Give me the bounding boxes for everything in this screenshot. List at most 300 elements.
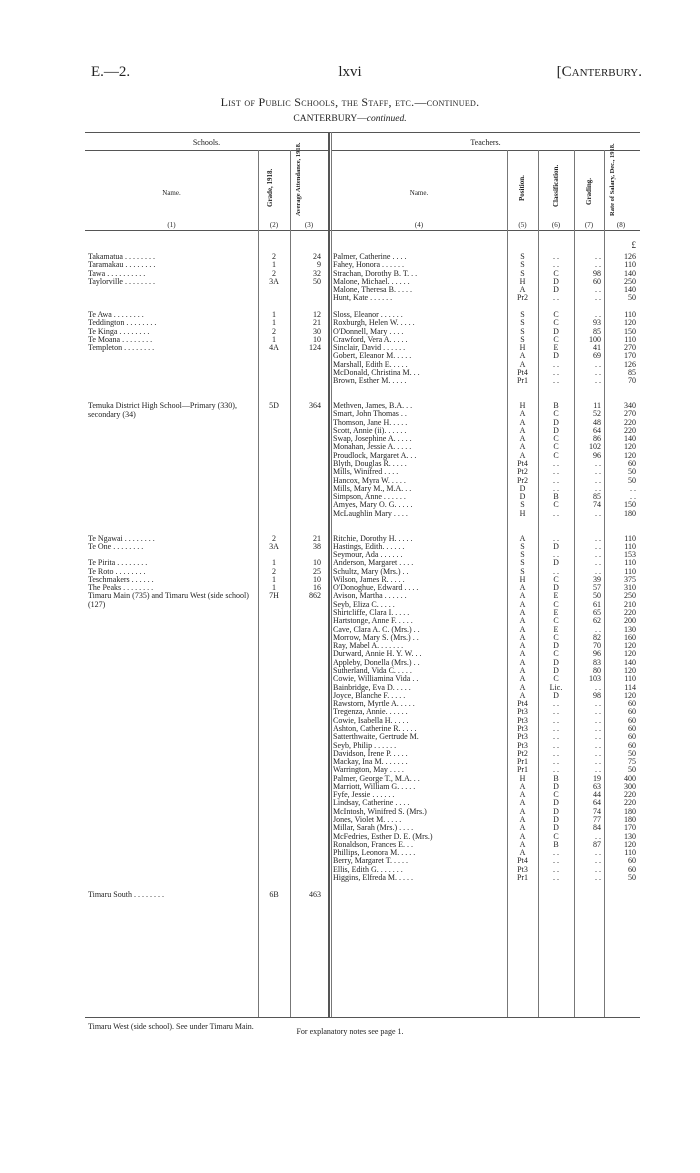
school-grade: 2 xyxy=(272,566,276,576)
teacher-grading: 74 xyxy=(593,500,601,510)
teacher-name: Gobert, Eleanor M. . . . . xyxy=(333,351,412,361)
teacher-grading: . . xyxy=(595,483,601,493)
teacher-grading: . . xyxy=(595,367,601,377)
school-name: Te Kinga . . . . . . . . xyxy=(88,326,150,336)
teacher-salary: 270 xyxy=(624,409,636,419)
teacher-salary: . . xyxy=(630,492,636,502)
teacher-name: Mackay, Ina M. . . . . . . xyxy=(333,757,408,767)
teacher-grading: . . xyxy=(595,682,601,692)
teacher-name: Seyb, Eliza C. . . . . xyxy=(333,599,395,609)
school-grade: 1 xyxy=(272,318,276,328)
teacher-classification: . . xyxy=(553,467,559,477)
teacher-classification: . . xyxy=(553,533,559,543)
school-grade: 2 xyxy=(272,268,276,278)
teacher-grading: 100 xyxy=(589,334,601,344)
teacher-grading: 98 xyxy=(593,268,601,278)
col-number-8: (8) xyxy=(616,221,626,229)
teacher-position: S xyxy=(520,500,525,510)
school-attendance: 25 xyxy=(313,566,321,576)
teacher-classification: B xyxy=(553,773,559,783)
col-number-1: (1) xyxy=(167,221,176,229)
teacher-classification: . . xyxy=(553,723,559,733)
teacher-grading: 103 xyxy=(589,674,601,684)
teacher-grading: . . xyxy=(595,467,601,477)
teacher-classification: C xyxy=(553,450,559,460)
teacher-name: Satterthwaite, Gertrude M. xyxy=(333,732,419,742)
page-subtitle xyxy=(0,114,700,124)
school-grade: 3A xyxy=(269,276,279,286)
teacher-salary: 170 xyxy=(624,823,636,833)
teacher-grading: 41 xyxy=(593,343,601,353)
teacher-grading: 85 xyxy=(593,326,601,336)
schools-group-header: Schools. xyxy=(192,138,221,147)
teacher-grading: . . xyxy=(595,260,601,270)
teacher-name: Cowie, Isabella H. . . . . xyxy=(333,715,409,725)
col-number-2: (2) xyxy=(269,221,279,229)
teacher-salary: 140 xyxy=(624,434,636,444)
teacher-name: Schultz, Mary (Mrs.) . . xyxy=(333,566,409,576)
teacher-grading: . . xyxy=(595,723,601,733)
teacher-salary: 126 xyxy=(624,252,636,261)
teacher-name: McLaughlin Mary . . . . xyxy=(333,508,408,518)
teacher-classification: C xyxy=(553,632,559,642)
teacher-name: Tregenza, Annie. . . . . . xyxy=(333,707,408,717)
teacher-grading: 70 xyxy=(593,641,601,651)
teacher-name: Shirtcliffe, Clara I. . . . . xyxy=(333,608,410,618)
teacher-classification: . . xyxy=(553,508,559,518)
page-title: List of Public Schools, the Staff, etc.—continued. xyxy=(220,95,480,109)
teacher-position: S xyxy=(520,309,525,319)
teacher-grading: . . xyxy=(595,359,601,369)
teacher-position: A xyxy=(519,591,526,601)
teacher-classification: B xyxy=(553,401,559,411)
teacher-classification: D xyxy=(553,641,559,651)
teacher-position: Pt4 xyxy=(517,459,528,468)
teacher-name: Sloss, Eleanor . . . . . . xyxy=(333,309,403,319)
teacher-grading: 60 xyxy=(593,276,601,286)
school-grade: 2 xyxy=(272,252,276,261)
teacher-grading: 96 xyxy=(593,450,601,460)
teacher-grading: . . xyxy=(595,707,601,717)
teacher-classification: C xyxy=(553,409,559,419)
teacher-position: A xyxy=(519,641,526,651)
school-attendance: 50 xyxy=(313,276,321,286)
teachers-group-rule xyxy=(331,150,640,151)
teacher-name: Methven, James, B.A. . . xyxy=(333,401,413,411)
teacher-grading: . . xyxy=(595,831,601,841)
teacher-salary: 110 xyxy=(624,334,636,344)
teacher-grading: . . xyxy=(595,624,601,634)
teacher-position: D xyxy=(519,492,526,502)
teacher-position: A xyxy=(519,624,526,634)
teacher-position: A xyxy=(519,657,526,667)
school-name: Te Ngawai . . . . . . . . xyxy=(88,533,155,543)
school-grade: 2 xyxy=(272,326,276,336)
teacher-name: Bainbridge, Eva D. . . . . xyxy=(333,682,411,692)
teacher-grading: 65 xyxy=(593,608,601,618)
teacher-position: Pt4 xyxy=(517,699,528,709)
teacher-grading: . . xyxy=(595,748,601,758)
col-number-7: (7) xyxy=(584,221,594,229)
teacher-salary: 270 xyxy=(624,343,636,353)
school-grade: 1 xyxy=(272,260,276,270)
teacher-classification: D xyxy=(553,326,559,336)
school-attendance: 862 xyxy=(309,591,321,601)
school-name: Timaru Main (735) and Timaru West (side school) (127) xyxy=(88,591,249,610)
teacher-grading: . . xyxy=(595,285,601,295)
teacher-salary: 220 xyxy=(624,608,636,618)
teacher-position: A xyxy=(519,533,526,543)
teacher-position: Pt3 xyxy=(517,707,528,717)
teacher-salary: 60 xyxy=(628,864,636,874)
teacher-grading: 84 xyxy=(593,823,601,833)
teacher-grading: 44 xyxy=(593,790,601,800)
col-number-4: (4) xyxy=(414,221,424,229)
teacher-position: A xyxy=(519,823,526,833)
teacher-classification: . . xyxy=(553,367,559,377)
teacher-grading: . . xyxy=(595,541,601,551)
teacher-classification: D xyxy=(553,815,559,825)
teacher-position: A xyxy=(519,690,526,700)
header-section-code: E.—2. xyxy=(91,64,131,80)
teacher-classification: C xyxy=(553,434,559,444)
school-grade: 5D xyxy=(269,401,279,411)
teacher-classification: . . xyxy=(553,740,559,750)
teacher-classification: C xyxy=(553,574,559,584)
teacher-grading: . . xyxy=(595,293,601,303)
school-attendance: 12 xyxy=(313,309,321,319)
teacher-name: Smart, John Thomas . . xyxy=(333,409,407,419)
teacher-position: Pt4 xyxy=(517,856,528,866)
teacher-position: Pt2 xyxy=(517,748,528,758)
teacher-classification: D xyxy=(553,541,559,551)
teacher-position: Pr1 xyxy=(516,873,529,882)
teacher-salary: 60 xyxy=(628,723,636,733)
teacher-classification: C xyxy=(553,790,559,800)
teacher-salary: 60 xyxy=(628,740,636,750)
teacher-name: Brown, Esther M. . . . . xyxy=(333,376,407,386)
school-attendance: 21 xyxy=(313,533,321,543)
teacher-position: Pt3 xyxy=(517,723,528,733)
teacher-salary: 150 xyxy=(624,500,636,510)
teacher-name: Marshall, Edith E. . . . . xyxy=(333,359,408,369)
teacher-position: H xyxy=(519,276,526,286)
subtitle-continued: continued. xyxy=(366,114,407,124)
school-grade: 1 xyxy=(272,574,276,584)
teacher-position: A xyxy=(519,616,526,626)
school-name: Te Awa . . . . . . . . xyxy=(88,309,144,319)
teacher-classification: D xyxy=(553,666,559,675)
col-header-grade: Grade, 1918. xyxy=(266,168,274,207)
teacher-classification: . . xyxy=(553,848,559,858)
col-header-grading: Grading. xyxy=(585,177,593,205)
footer-note: For explanatory notes see page 1. xyxy=(296,1027,404,1036)
teacher-name: Millar, Sarah (Mrs.) . . . . xyxy=(333,823,414,833)
teacher-salary: 130 xyxy=(624,831,636,841)
teacher-classification: E xyxy=(553,343,559,353)
teacher-grading: 98 xyxy=(593,690,601,700)
teacher-grading: 19 xyxy=(593,773,601,783)
teacher-salary: 120 xyxy=(624,442,636,452)
teacher-position: A xyxy=(519,649,526,659)
teacher-grading: . . xyxy=(595,566,601,576)
teacher-salary: 310 xyxy=(624,583,636,593)
col-number-3: (3) xyxy=(304,221,314,229)
teacher-classification: D xyxy=(553,276,559,286)
teacher-name: Blyth, Douglas R. . . . . xyxy=(333,459,407,468)
currency-symbol: £ xyxy=(631,240,636,250)
teacher-classification: . . xyxy=(553,732,559,742)
header-page-number: lxvi xyxy=(338,64,362,80)
teacher-position: H xyxy=(519,773,526,783)
school-attendance: 24 xyxy=(313,252,321,261)
col-header-classification: Classification. xyxy=(552,164,560,208)
teacher-grading: 62 xyxy=(593,616,601,626)
teacher-classification: D xyxy=(553,781,559,791)
teacher-name: Anderson, Margaret . . . . xyxy=(333,558,414,568)
teacher-grading: . . xyxy=(595,475,601,485)
teacher-salary: 120 xyxy=(624,318,636,328)
teacher-classification: C xyxy=(553,500,559,510)
col-header-position: Position. xyxy=(518,175,526,201)
teacher-classification: . . xyxy=(553,459,559,468)
school-name: Tawa . . . . . . . . . . xyxy=(88,268,146,278)
teacher-classification: C xyxy=(553,442,559,452)
teacher-grading: 74 xyxy=(593,806,601,816)
teacher-name: Ray, Mabel A. . . . . . . xyxy=(333,641,404,651)
teacher-grading: 52 xyxy=(593,409,601,419)
subtitle-main: CANTERBURY— xyxy=(293,114,367,124)
teacher-classification: B xyxy=(553,839,559,849)
teacher-classification: C xyxy=(553,318,559,328)
teacher-position: H xyxy=(519,508,526,518)
teacher-salary: 110 xyxy=(624,309,636,319)
school-name: Timaru South . . . . . . . . xyxy=(88,889,164,899)
teacher-salary: 60 xyxy=(628,856,636,866)
teacher-classification: C xyxy=(553,649,559,659)
teacher-name: Simpson, Anne . . . . . . xyxy=(333,492,406,502)
teacher-grading: . . xyxy=(595,376,601,386)
teacher-grading: 82 xyxy=(593,632,601,642)
teacher-position: A xyxy=(519,583,526,593)
school-attendance: 124 xyxy=(309,343,321,353)
header-bottom-rule xyxy=(85,230,640,231)
teacher-salary: 126 xyxy=(624,359,636,369)
teacher-classification: . . xyxy=(553,566,559,576)
teacher-salary: 153 xyxy=(624,550,636,560)
teacher-name: Ritchie, Dorothy H. . . . . xyxy=(333,533,413,543)
teacher-grading: 69 xyxy=(593,351,601,361)
school-name: Taramakau . . . . . . . . xyxy=(88,260,156,270)
teacher-classification: . . xyxy=(553,293,559,303)
school-grade: 1 xyxy=(272,334,276,344)
school-name: Teddington . . . . . . . . xyxy=(88,318,157,328)
teacher-name: Ronaldson, Frances E. . . xyxy=(333,839,413,849)
teacher-grading: 61 xyxy=(593,599,601,609)
teacher-grading: . . xyxy=(595,856,601,866)
teacher-salary: 50 xyxy=(628,467,636,477)
teacher-salary: 250 xyxy=(624,591,636,601)
teacher-grading: 48 xyxy=(593,417,601,427)
teacher-position: S xyxy=(520,318,525,328)
teacher-name: Appleby, Donella (Mrs.) . . xyxy=(333,657,420,667)
teacher-salary: . . xyxy=(630,483,636,493)
teacher-salary: 120 xyxy=(624,649,636,659)
teacher-name: Monahan, Jessie A. . . . . xyxy=(333,442,412,452)
teacher-position: A xyxy=(519,839,526,849)
teacher-name: Malone, Theresa B. . . . . xyxy=(333,285,412,295)
teacher-grading: 96 xyxy=(593,649,601,659)
teacher-salary: 60 xyxy=(628,699,636,709)
teacher-position: H xyxy=(519,401,526,411)
col-divider-main xyxy=(328,132,330,1017)
teacher-grading: 57 xyxy=(593,583,601,593)
col-header-teacher-name: Name. xyxy=(409,189,429,197)
teacher-classification: . . xyxy=(553,252,559,261)
teacher-classification: . . xyxy=(553,715,559,725)
teacher-name: Palmer, Catherine . . . . xyxy=(333,252,407,261)
teacher-grading: 80 xyxy=(593,666,601,675)
teacher-classification: D xyxy=(553,285,559,295)
teacher-classification: E xyxy=(553,608,559,618)
teacher-classification: . . xyxy=(553,475,559,485)
teacher-salary: 50 xyxy=(628,765,636,775)
teacher-position: A xyxy=(519,682,526,692)
teacher-position: Pt2 xyxy=(517,467,528,477)
teacher-name: Malone, Michael. . . . . . xyxy=(333,276,410,286)
teacher-name: Hastings, Edith. . . . . . xyxy=(333,541,405,551)
teacher-salary: 375 xyxy=(624,574,636,584)
teacher-salary: 160 xyxy=(624,632,636,642)
teacher-position: A xyxy=(519,798,526,808)
teacher-salary: 400 xyxy=(624,773,636,783)
teacher-name: Jones, Violet M. . . . . xyxy=(333,815,402,825)
teacher-classification: . . xyxy=(553,483,559,493)
teacher-salary: 200 xyxy=(624,616,636,626)
teacher-position: A xyxy=(519,790,526,800)
teacher-classification: C xyxy=(553,831,559,841)
teacher-name: Crawford, Vera A. . . . . xyxy=(333,334,408,344)
teacher-position: A xyxy=(519,409,526,419)
teacher-grading: . . xyxy=(595,873,601,882)
school-grade: 2 xyxy=(272,533,276,543)
teacher-salary: 250 xyxy=(624,276,636,286)
col-header-school-name: Name. xyxy=(162,189,181,197)
teacher-position: S xyxy=(520,260,525,270)
teacher-grading: 50 xyxy=(593,591,601,601)
teacher-name: Marriott, William G. . . . . xyxy=(333,781,416,791)
teacher-salary: 120 xyxy=(624,839,636,849)
teacher-grading: . . xyxy=(595,765,601,775)
teacher-classification: D xyxy=(553,657,559,667)
teacher-name: Amyes, Mary O. G. . . . . xyxy=(333,500,413,510)
teacher-position: A xyxy=(519,674,526,684)
teacher-grading: . . xyxy=(595,740,601,750)
col-header-salary: Rate of Salary, Dec., 1918. xyxy=(609,143,616,216)
teacher-classification: D xyxy=(553,806,559,816)
school-name: The Peaks . . . . . . . . xyxy=(88,583,154,593)
teacher-salary: 85 xyxy=(628,367,636,377)
teacher-salary: 140 xyxy=(624,285,636,295)
teacher-classification: D xyxy=(553,425,559,435)
school-attendance: 10 xyxy=(313,558,321,568)
teacher-position: S xyxy=(520,268,525,278)
teacher-grading: 85 xyxy=(593,492,601,502)
teacher-position: S xyxy=(520,541,525,551)
school-grade: 1 xyxy=(272,309,276,319)
teacher-position: A xyxy=(519,806,526,816)
teacher-classification: D xyxy=(553,823,559,833)
school-grade: 1 xyxy=(272,583,276,593)
teacher-position: A xyxy=(519,450,526,460)
teacher-grading: . . xyxy=(595,309,601,319)
teacher-salary: 120 xyxy=(624,450,636,460)
teacher-position: D xyxy=(519,483,526,493)
teacher-classification: E xyxy=(553,591,559,601)
school-attendance: 16 xyxy=(313,583,321,593)
teacher-salary: 110 xyxy=(624,541,636,551)
teacher-salary: 50 xyxy=(628,475,636,485)
teacher-grading: 77 xyxy=(593,815,601,825)
teacher-salary: 180 xyxy=(624,508,636,518)
teacher-salary: 50 xyxy=(628,873,636,882)
teacher-salary: 120 xyxy=(624,690,636,700)
teacher-grading: 11 xyxy=(593,401,601,411)
teacher-salary: 110 xyxy=(624,566,636,576)
teacher-salary: 220 xyxy=(624,417,636,427)
teacher-classification: D xyxy=(553,798,559,808)
teacher-position: A xyxy=(519,417,526,427)
teacher-classification: . . xyxy=(553,550,559,560)
teacher-grading: 83 xyxy=(593,657,601,667)
school-grade: 7H xyxy=(269,591,279,601)
teacher-name: Palmer, George T., M.A. . . xyxy=(333,773,420,783)
teacher-position: A xyxy=(519,434,526,444)
school-attendance: 32 xyxy=(313,268,321,278)
teacher-position: A xyxy=(519,425,526,435)
teacher-grading: 63 xyxy=(593,781,601,791)
teacher-name: Roxburgh, Helen W. . . . . xyxy=(333,318,415,328)
teacher-salary: 180 xyxy=(624,806,636,816)
teacher-name: Cave, Clara A. C. (Mrs.) . . xyxy=(333,624,420,634)
teacher-name: Sutherland, Vida C. . . . . xyxy=(333,666,412,675)
school-grade: 6B xyxy=(269,889,279,899)
teacher-position: A xyxy=(519,442,526,452)
teacher-salary: 60 xyxy=(628,707,636,717)
teacher-name: O'Donnell, Mary . . . . xyxy=(333,326,404,336)
school-name: Temuka District High School—Primary (330), secondary (34) xyxy=(88,401,237,420)
teacher-name: Ellis, Edith G. . . . . . . xyxy=(333,864,403,874)
teacher-salary: 110 xyxy=(624,558,636,568)
teacher-classification: . . xyxy=(553,376,559,386)
school-grade: 4A xyxy=(269,343,279,353)
school-name: Te Roto . . . . . . . . xyxy=(88,566,146,576)
teacher-grading: 64 xyxy=(593,798,601,808)
teacher-position: S xyxy=(520,558,525,568)
teacher-position: A xyxy=(519,666,526,675)
teacher-classification: . . xyxy=(553,748,559,758)
teacher-salary: 114 xyxy=(624,682,636,692)
teacher-name: Ashton, Catherine R. . . . . xyxy=(333,723,417,733)
school-name: Templeton . . . . . . . . xyxy=(88,343,155,353)
teacher-grading: 87 xyxy=(593,839,601,849)
teacher-position: A xyxy=(519,815,526,825)
schools-group-rule xyxy=(85,150,328,151)
teacher-position: Pt4 xyxy=(517,367,528,377)
teacher-salary: 75 xyxy=(628,757,636,767)
school-attendance: 9 xyxy=(317,260,321,270)
teacher-classification: B xyxy=(553,492,559,502)
